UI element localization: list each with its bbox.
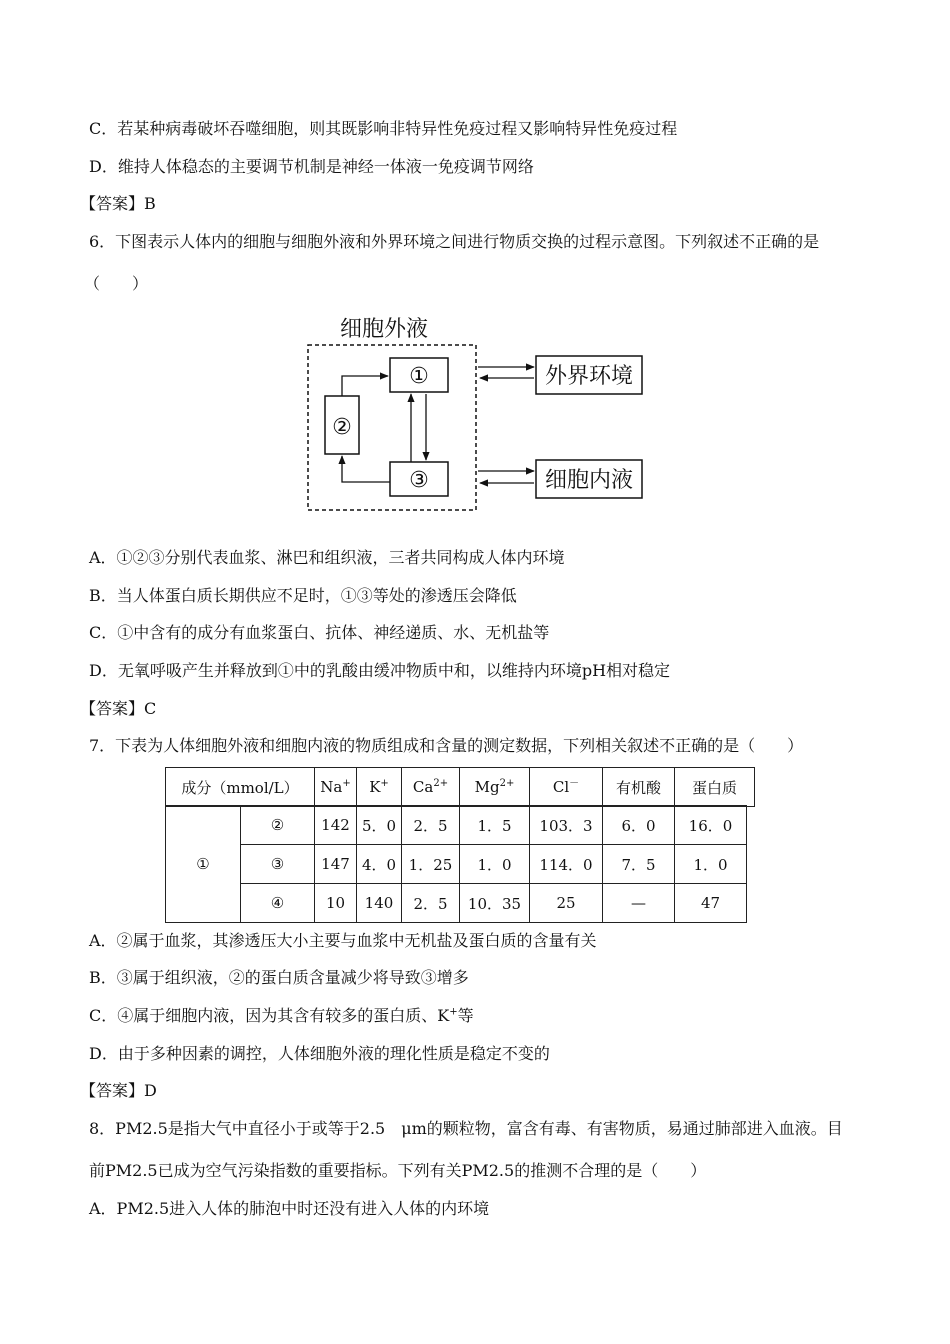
table-header-row [166,768,755,807]
cell-cl: 103．3 [530,806,603,845]
cell-mg: 10．35 [460,884,530,923]
header-k: K+ [357,768,402,807]
node-2-label: ② [332,415,352,440]
option-7b: B．③属于组织液，②的蛋白质含量减少将导致③增多 [89,968,469,987]
cell-na: 142 [315,806,357,845]
option-8a: A．PM2.5进入人体的肺泡中时还没有进入人体的内环境 [89,1199,490,1218]
table-row [166,806,747,845]
cell-mg: 1．5 [460,806,530,845]
question-6-paren: （ ） [84,274,149,293]
group-label-cell: ① [166,806,241,923]
option-6d: D．无氧呼吸产生并释放到①中的乳酸由缓冲物质中和，以维持内环境pH相对稳定 [89,661,671,680]
header-cl: Cl－ [530,768,603,807]
cell-k: 4．0 [357,845,402,884]
header-component: 成分（mmol/L） [166,768,315,807]
arrow-2-to-1 [342,376,388,396]
header-na: Na+ [315,768,357,807]
answer-6: 【答案】C [80,699,157,718]
cell-cl: 25 [530,884,603,923]
cell-na: 147 [315,845,357,884]
cell-protein: 1．0 [675,845,747,884]
option-6c: C．①中含有的成分有血浆蛋白、抗体、神经递质、水、无机盐等 [89,623,550,642]
option-6a: A．①②③分别代表血浆、淋巴和组织液，三者共同构成人体内环境 [89,548,565,567]
table-row [166,845,747,884]
header-organic-acid: 有机酸 [603,768,675,807]
composition-table-body [165,805,747,923]
cell-k: 140 [357,884,402,923]
table-row [166,884,747,923]
cell-protein: 47 [675,884,747,923]
option-5c: C．若某种病毒破坏吞噬细胞，则其既影响非特异性免疫过程又影响特异性免疫过程 [89,119,678,138]
arrow-3-to-2 [342,456,390,482]
cell-acid: 7．5 [603,845,675,884]
row-label: ④ [241,884,315,923]
node-1-label: ① [409,364,429,389]
header-ca: $Ca^{2+}$ [402,768,460,807]
question-6: 6．下图表示人体内的细胞与细胞外液和外界环境之间进行物质交换的过程示意图。下列叙述不正确的是 [89,232,820,251]
cell-acid: — [603,884,675,923]
diagram-title: 细胞外液 [340,317,429,342]
question-7: 7．下表为人体细胞外液和细胞内液的物质组成和含量的测定数据，下列相关叙述不正确的是（ ） [89,736,804,755]
cell-acid: 6．0 [603,806,675,845]
cell-protein: 16．0 [675,806,747,845]
option-6b: B．当人体蛋白质长期供应不足时，①③等处的渗透压会降低 [89,586,517,605]
option-7d: D．由于多种因素的调控，人体细胞外液的理化性质是稳定不变的 [89,1044,550,1063]
node-3-label: ③ [409,468,429,493]
cell-ca: 1．25 [402,845,460,884]
cell-na: 10 [315,884,357,923]
cell-k: 5．0 [357,806,402,845]
row-label: ② [241,806,315,845]
option-7a: A．②属于血浆，其渗透压大小主要与血浆中无机盐及蛋白质的含量有关 [89,931,597,950]
header-mg: $Mg^{2+}$ [460,768,530,807]
exchange-diagram-svg [300,310,650,515]
cell-mg: 1．0 [460,845,530,884]
option-7c: C．④属于细胞内液，因为其含有较多的蛋白质、K+等 [89,1006,474,1025]
cell-ca: 2．5 [402,806,460,845]
row-label: ③ [241,845,315,884]
exchange-diagram [300,310,650,515]
option-5d: D．维持人体稳态的主要调节机制是神经一体液一免疫调节网络 [89,157,534,176]
question-8-line-2: 前PM2.5已成为空气污染指数的重要指标。下列有关PM2.5的推测不合理的是（ ） [89,1161,707,1180]
answer-5: 【答案】B [80,194,156,213]
cell-ca: 2．5 [402,884,460,923]
composition-table [165,767,755,807]
external-env-label: 外界环境 [544,364,634,389]
cell-cl: 114．0 [530,845,603,884]
answer-7: 【答案】D [80,1081,157,1100]
intracellular-label: 细胞内液 [544,468,634,493]
question-8-line-1: 8．PM2.5是指大气中直径小于或等于2.5 μm的颗粒物，富含有毒、有害物质，易通过肺部进入血液。目 [89,1119,843,1138]
header-protein: 蛋白质 [675,768,755,807]
